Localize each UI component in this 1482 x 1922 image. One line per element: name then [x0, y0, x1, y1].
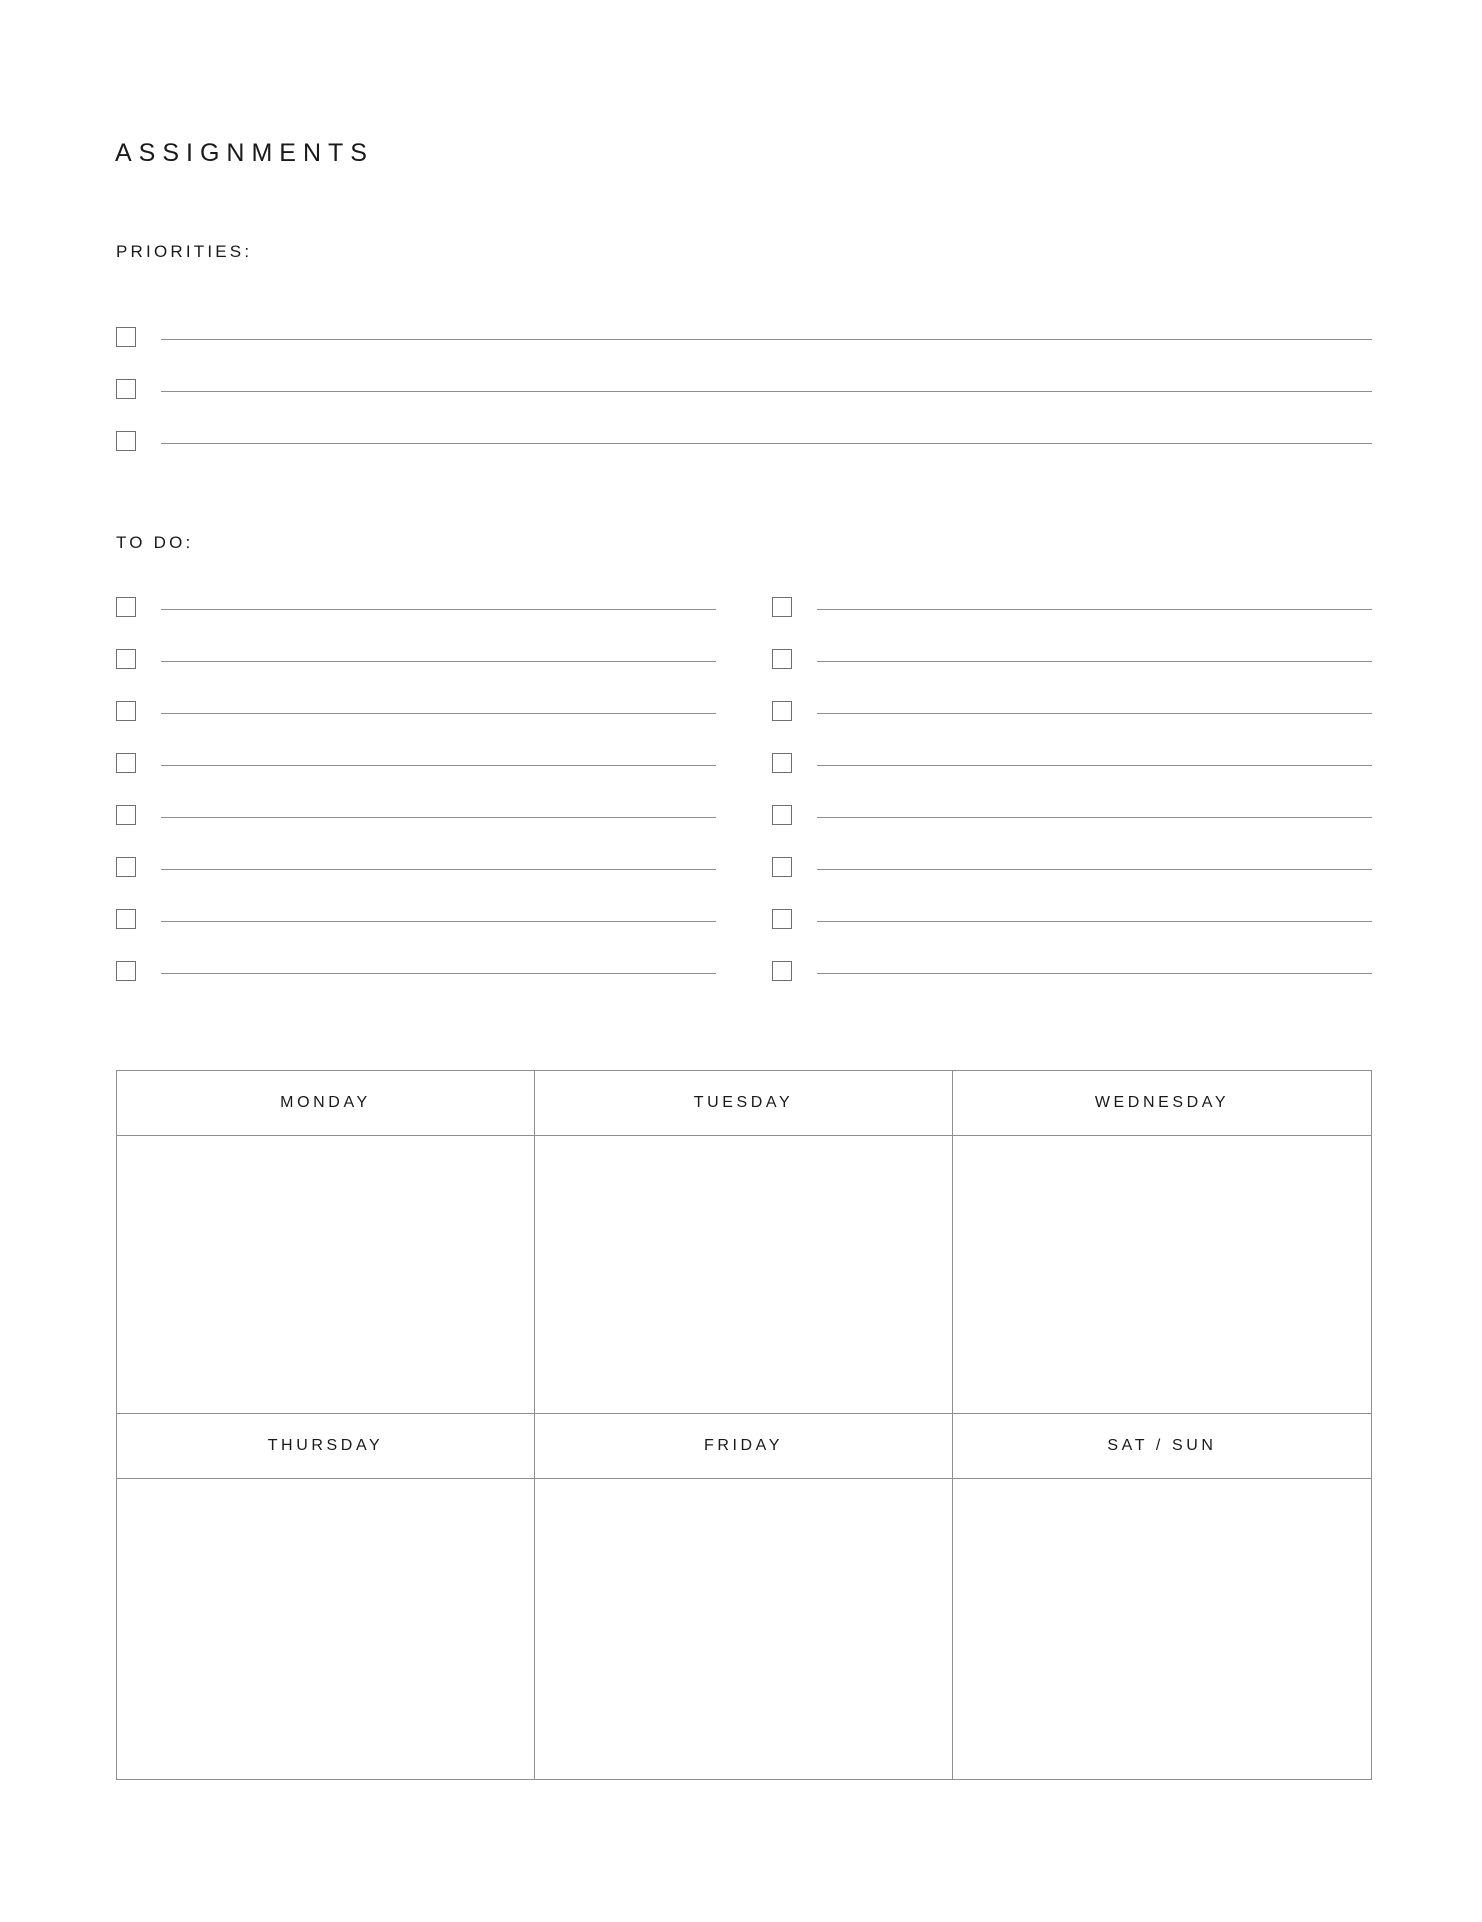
day-cell-tuesday — [535, 1071, 953, 1414]
day-notes-wednesday[interactable] — [953, 1136, 1371, 1413]
day-cell-monday — [117, 1071, 535, 1414]
todo-row — [116, 701, 716, 725]
checkbox[interactable] — [772, 909, 792, 929]
day-notes-tuesday[interactable] — [535, 1136, 952, 1413]
priority-row — [116, 327, 1372, 351]
todo-row — [772, 597, 1372, 621]
writing-line[interactable] — [161, 391, 1372, 392]
writing-line[interactable] — [161, 817, 716, 818]
day-header-weekend: SAT / SUN — [953, 1414, 1371, 1479]
priority-row — [116, 379, 1372, 403]
writing-line[interactable] — [161, 339, 1372, 340]
todo-row — [772, 753, 1372, 777]
writing-line[interactable] — [161, 921, 716, 922]
todo-row — [116, 909, 716, 933]
checkbox[interactable] — [772, 701, 792, 721]
writing-line[interactable] — [161, 443, 1372, 444]
checkbox[interactable] — [772, 805, 792, 825]
todo-row — [772, 805, 1372, 829]
todo-row — [116, 961, 716, 985]
checkbox[interactable] — [116, 805, 136, 825]
writing-line[interactable] — [161, 713, 716, 714]
day-notes-monday[interactable] — [117, 1136, 534, 1413]
checkbox[interactable] — [116, 431, 136, 451]
day-notes-weekend[interactable] — [953, 1479, 1371, 1779]
day-notes-thursday[interactable] — [117, 1479, 534, 1779]
writing-line[interactable] — [817, 713, 1372, 714]
checkbox[interactable] — [116, 597, 136, 617]
checkbox[interactable] — [116, 701, 136, 721]
checkbox[interactable] — [772, 597, 792, 617]
todo-row — [772, 701, 1372, 725]
writing-line[interactable] — [161, 869, 716, 870]
todo-row — [116, 649, 716, 673]
writing-line[interactable] — [817, 661, 1372, 662]
writing-line[interactable] — [161, 609, 716, 610]
day-header-thursday: THURSDAY — [117, 1414, 534, 1479]
writing-line[interactable] — [817, 973, 1372, 974]
day-header-friday: FRIDAY — [535, 1414, 952, 1479]
todo-row — [772, 649, 1372, 673]
writing-line[interactable] — [817, 869, 1372, 870]
checkbox[interactable] — [116, 327, 136, 347]
checkbox[interactable] — [116, 961, 136, 981]
todo-label: TO DO: — [116, 533, 194, 552]
checkbox[interactable] — [116, 753, 136, 773]
todo-row — [116, 857, 716, 881]
checkbox[interactable] — [116, 649, 136, 669]
day-cell-wednesday — [953, 1071, 1371, 1414]
checkbox[interactable] — [116, 379, 136, 399]
todo-row — [116, 597, 716, 621]
checkbox[interactable] — [116, 909, 136, 929]
priority-row — [116, 431, 1372, 455]
day-header-wednesday: WEDNESDAY — [953, 1071, 1371, 1136]
todo-row — [772, 961, 1372, 985]
day-header-tuesday: TUESDAY — [535, 1071, 952, 1136]
writing-line[interactable] — [817, 609, 1372, 610]
day-cell-friday — [535, 1414, 953, 1779]
checkbox[interactable] — [772, 753, 792, 773]
day-header-monday: MONDAY — [117, 1071, 534, 1136]
checkbox[interactable] — [116, 857, 136, 877]
checkbox[interactable] — [772, 857, 792, 877]
todo-row — [116, 805, 716, 829]
writing-line[interactable] — [817, 765, 1372, 766]
writing-line[interactable] — [161, 661, 716, 662]
writing-line[interactable] — [161, 765, 716, 766]
checkbox[interactable] — [772, 961, 792, 981]
todo-row — [116, 753, 716, 777]
day-notes-friday[interactable] — [535, 1479, 952, 1779]
todo-row — [772, 857, 1372, 881]
checkbox[interactable] — [772, 649, 792, 669]
day-cell-weekend — [953, 1414, 1371, 1779]
writing-line[interactable] — [161, 973, 716, 974]
priorities-label: PRIORITIES: — [116, 242, 253, 261]
day-cell-thursday — [117, 1414, 535, 1779]
weekly-grid — [116, 1070, 1372, 1780]
page-title: ASSIGNMENTS — [115, 139, 374, 167]
writing-line[interactable] — [817, 817, 1372, 818]
todo-row — [772, 909, 1372, 933]
writing-line[interactable] — [817, 921, 1372, 922]
